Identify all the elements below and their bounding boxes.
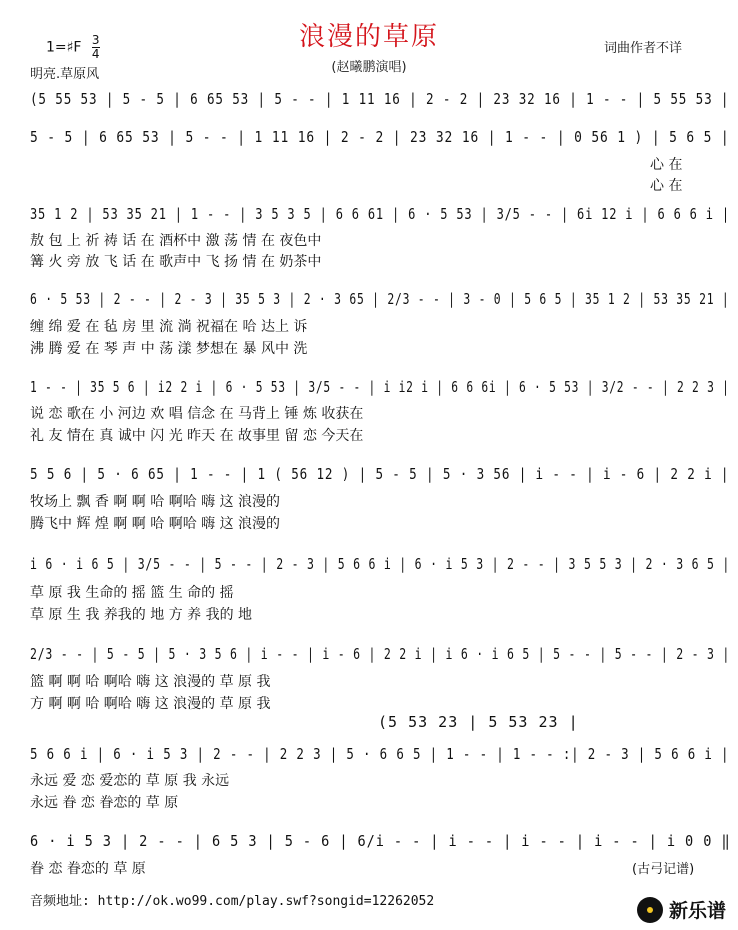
lyric-line: 沸 腾 爱 在 琴 声 中 荡 漾 梦想在 暴 风中 洗	[30, 341, 308, 357]
notation-line: 35 1 2 | 53 35 21 | 1 - - | 3 5 3 5 | 6 6 61 | 6 · 5 53 | 3/5 - - | 6i 12 i | 6 6 6 i |	[30, 205, 730, 223]
lyric-line: 眷 恋 眷恋的 草 原	[30, 861, 146, 877]
time-top: 3	[91, 33, 100, 47]
lyric-line: 牧场上 飘 香 啊 啊 哈 啊哈 嗨 这 浪漫的	[30, 494, 281, 510]
notation-line: 1 - - | 35 5 6 | i2 2 i | 6 · 5 53 | 3/5 - - | i i2 i | 6 6 6i | 6 · 5 53 | 3/2 - - | 2 2 3 |	[30, 378, 730, 396]
notation-line: 5 5 6 | 5 · 6 65 | 1 - - | 1 ( 56 12 ) | 5 - 5 | 5 · 3 56 | i - - | i - 6 | 2 2 i |	[30, 465, 730, 483]
lyric-line: 篝 火 旁 放 飞 话 在 歌声中 飞 扬 情 在 奶茶中	[30, 254, 322, 270]
notation-line: 6 · i 5 3 | 2 - - | 6 5 3 | 5 - 6 | 6/i - - | i - - | i - - | i - - | i 0 0 ‖	[30, 832, 731, 850]
lyric-line: 方 啊 啊 哈 啊哈 嗨 这 浪漫的 草 原 我	[30, 696, 271, 712]
logo-text: 新乐谱	[668, 900, 726, 922]
style-marking: 明亮.草原风	[30, 67, 100, 82]
lyric-line: 永远 爱 恋 爱恋的 草 原 我 永远	[30, 773, 230, 789]
composer-credit: 词曲作者不详	[604, 41, 683, 56]
notation-line: 5 - 5 | 6 65 53 | 5 - - | 1 11 16 | 2 - 2 | 23 32 16 | 1 - - | 0 56 1 ) | 5 6 5 |	[30, 128, 730, 146]
lyric-line: 心 在	[650, 178, 683, 194]
lyric-line: 说 恋 歌在 小 河边 欢 唱 信念 在 马背上 锤 炼 收获在	[30, 406, 364, 422]
lyric-line: 永远 眷 恋 眷恋的 草 原	[30, 795, 179, 811]
notation-line: 5 6 6 i | 6 · i 5 3 | 2 - - | 2 2 3 | 5 · 6 6 5 | 1 - - | 1 - - :| 2 - 3 | 5 6 6 i |	[30, 745, 730, 763]
disc-icon	[637, 897, 663, 923]
lyric-line: 草 原 生 我 养我的 地 方 养 我的 地	[30, 607, 253, 623]
notation-line: 6 · 5 53 | 2 - - | 2 - 3 | 35 5 3 | 2 · 3 65 | 2/3 - - | 3 - 0 | 5 6 5 | 35 1 2 | 53 35 21 |	[30, 290, 730, 308]
lyric-line: 篮 啊 啊 哈 啊哈 嗨 这 浪漫的 草 原 我	[30, 674, 271, 690]
interlude-notation: (5 53 23 | 5 53 23 |	[378, 713, 579, 731]
time-bottom: 4	[91, 47, 100, 61]
time-signature	[92, 34, 100, 61]
lyric-line: 草 原 我 生命的 摇 篮 生 命的 摇	[30, 585, 234, 601]
audio-url[interactable]: 音频地址: http://ok.wo99.com/play.swf?songid=12262052	[30, 894, 435, 909]
key-label: 1=♯F	[46, 39, 82, 56]
lyric-line: 缠 绵 爱 在 毡 房 里 流 淌 祝福在 哈 达上 诉	[30, 319, 308, 335]
lyric-line: 礼 友 情在 真 诚中 闪 光 昨天 在 故事里 留 恋 今天在	[30, 428, 364, 444]
transcriber-credit: (古弓记谱)	[632, 862, 695, 877]
site-logo	[637, 896, 726, 923]
notation-line: i 6 · i 6 5 | 3/5 - - | 5 - - | 2 - 3 | 5 6 6 i | 6 · i 5 3 | 2 - - | 3 5 5 3 | 2 · 3 6 5 |	[30, 555, 731, 573]
lyric-line: 敖 包 上 祈 祷 话 在 酒杯中 激 荡 情 在 夜色中	[30, 233, 322, 249]
singer-credit: (赵曦鹏演唱)	[331, 60, 407, 75]
lyric-line: 心 在	[650, 157, 683, 173]
notation-line: 2/3 - - | 5 - 5 | 5 · 3 5 6 | i - - | i - 6 | 2 2 i | i 6 · i 6 5 | 5 - - | 5 - - | 2 - 3 |	[30, 645, 731, 663]
lyric-line: 腾飞中 辉 煌 啊 啊 哈 啊哈 嗨 这 浪漫的	[30, 516, 281, 532]
song-title: 浪漫的草原	[298, 22, 439, 52]
key-signature	[46, 34, 100, 61]
notation-line: (5 55 53 | 5 - 5 | 6 65 53 | 5 - - | 1 11 16 | 2 - 2 | 23 32 16 | 1 - - | 5 55 53 |	[30, 90, 730, 108]
